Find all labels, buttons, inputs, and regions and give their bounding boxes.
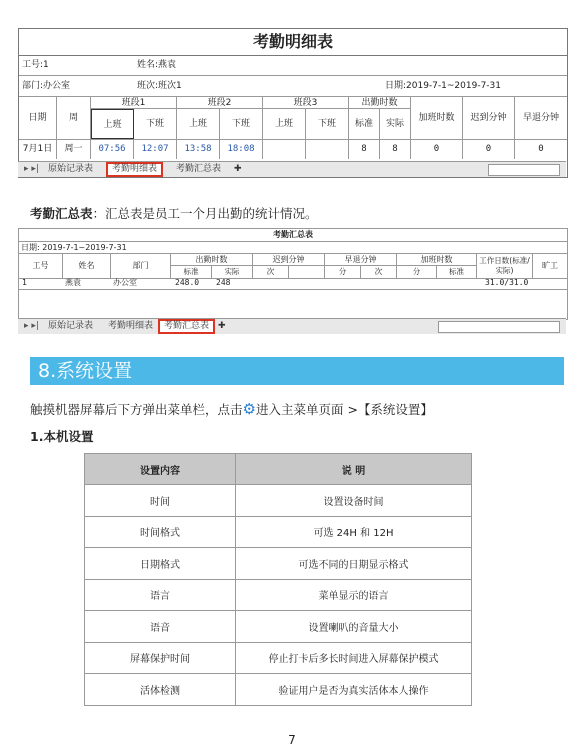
s2-sub-std: 标准 [171, 266, 212, 278]
col-on2: 上班 [177, 109, 220, 139]
caption-text: ：汇总表是员工一个月出勤的统计情况。 [92, 206, 318, 221]
sheet2-title: 考勤汇总表 [19, 229, 567, 242]
cell-early: 0 [538, 144, 544, 154]
s2-cell-actual: 248 [216, 278, 231, 287]
page-number: 7 [288, 733, 296, 747]
tab-detail[interactable]: 考勤明细表 [106, 162, 163, 177]
table-row [85, 579, 472, 611]
s2-cell-std: 248.0 [175, 278, 200, 287]
cell-late: 0 [463, 139, 515, 159]
para-after: 进入主菜单页面 >【系统设置】 [255, 402, 433, 417]
col-seg3: 班段3 [263, 97, 349, 109]
attendance-detail-sheet [18, 28, 568, 178]
cell-off2: 18:08 [220, 139, 263, 159]
summary-caption [30, 204, 318, 222]
s2-cell-workdays: 31.0/31.0 [485, 278, 529, 287]
col-seg2: 班段2 [177, 97, 263, 109]
col-seg1: 班段1 [91, 97, 177, 109]
s2-col-workdays: 工作日数(标准/实际) [477, 254, 533, 278]
s2-col-late: 迟到分钟 [253, 254, 325, 266]
col-on3: 上班 [263, 109, 306, 139]
setting-desc: 菜单显示的语言 [236, 579, 472, 611]
setting-name: 语言 [85, 579, 236, 611]
cell-off3 [306, 139, 349, 159]
s2-table-row [19, 277, 567, 290]
s2-col-early: 早退分钟 [325, 254, 397, 266]
col-late: 迟到分钟 [463, 97, 515, 139]
attendance-summary-sheet [18, 228, 568, 320]
para-before: 触摸机器屏幕后下方弹出菜单栏，点击 [30, 402, 243, 417]
setting-desc: 设置设备时间 [236, 485, 472, 517]
setting-desc: 可选 24H 和 12H [236, 516, 472, 548]
cell-overtime: 0 [411, 139, 463, 159]
horizontal-scrollbar[interactable] [488, 164, 560, 176]
tab-summary[interactable]: 考勤汇总表 [176, 164, 222, 174]
col-actual: 实际 [380, 109, 411, 139]
cell-week: 周一 [57, 139, 91, 159]
col-early: 早退分钟 [522, 113, 559, 123]
s2-cell-name: 燕袁 [65, 278, 81, 287]
shift: 班次:班次1 [137, 81, 182, 91]
s2-sub-early-times: 次 [361, 266, 397, 278]
cell-off1: 12:07 [134, 139, 177, 159]
setting-name: 时间 [85, 485, 236, 517]
s2-cell-emp-no: 1 [22, 278, 28, 287]
setting-name: 屏幕保护时间 [85, 642, 236, 674]
col-off3: 下班 [306, 109, 349, 139]
table-row [85, 548, 472, 580]
setting-name: 语音 [85, 611, 236, 643]
s2-sub-ot-std: 标准 [437, 266, 477, 278]
s2-sub-actual: 实际 [212, 266, 253, 278]
emp-row [19, 55, 567, 76]
cell-date: 7月1日 [19, 139, 57, 159]
s2-col-absent: 旷工 [542, 261, 558, 270]
s2-col-dept: 部门 [111, 254, 171, 278]
sheet2-header [19, 253, 567, 279]
table-row [85, 485, 472, 517]
s2-col-attendance: 出勤时数 [171, 254, 253, 266]
cell-on3 [263, 139, 306, 159]
section-title: 8.系统设置 [38, 360, 133, 382]
setting-desc: 验证用户是否为真实活体本人操作 [236, 674, 472, 706]
s2-cell-dept: 办公室 [113, 278, 137, 287]
s2-sub-late-times: 次 [253, 266, 289, 278]
col-std: 标准 [349, 109, 380, 139]
tab-raw-records[interactable]: 原始记录表 [48, 164, 94, 174]
new-sheet-icon[interactable]: ✚ [234, 164, 242, 174]
col-date: 日期 [19, 97, 57, 139]
table-row [85, 674, 472, 706]
dept: 部门:办公室 [22, 81, 71, 91]
new-sheet-icon[interactable]: ✚ [218, 321, 226, 331]
horizontal-scrollbar[interactable] [438, 321, 560, 333]
settings-col-content: 设置内容 [85, 454, 236, 485]
subheading: 1.本机设置 [30, 429, 94, 444]
tab-detail[interactable]: 考勤明细表 [108, 321, 154, 331]
date-range: 日期:2019-7-1~2019-7-31 [385, 81, 502, 91]
table-row [85, 642, 472, 674]
cell-std: 8 [349, 139, 380, 159]
nav-arrows-icon[interactable]: ▸ ▸| [24, 164, 39, 174]
col-overtime: 加班时数 [411, 97, 463, 139]
s2-sub-early-min: 分 [325, 266, 361, 278]
col-on1: 上班 [91, 109, 134, 139]
sheet-title: 考勤明细表 [19, 29, 567, 56]
nav-arrows-icon[interactable]: ▸ ▸| [24, 321, 39, 331]
tab-raw-records[interactable]: 原始记录表 [48, 321, 94, 331]
table-row [19, 139, 567, 159]
setting-desc: 停止打卡后多长时间进入屏幕保护模式 [236, 642, 472, 674]
dept-row [19, 76, 567, 97]
setting-name: 时间格式 [85, 516, 236, 548]
s2-col-overtime: 加班时数 [397, 254, 477, 266]
col-work-hours: 出勤时数 [349, 97, 411, 109]
s2-sub-ot-min: 分 [397, 266, 437, 278]
setting-desc: 设置喇叭的音量大小 [236, 611, 472, 643]
setting-name: 日期格式 [85, 548, 236, 580]
emp-name: 姓名:燕袁 [137, 60, 177, 70]
instruction-paragraph [30, 400, 433, 418]
gear-icon: ⚙ [242, 400, 256, 418]
settings-table [84, 453, 472, 706]
caption-bold: 考勤汇总表 [30, 206, 93, 221]
table-header [19, 97, 567, 140]
tab-summary[interactable]: 考勤汇总表 [158, 319, 215, 334]
sheet2-tabbar [18, 318, 566, 334]
emp-no: 工号:1 [22, 60, 49, 70]
section-header [30, 357, 564, 385]
table-row [85, 611, 472, 643]
s2-col-name: 姓名 [63, 254, 111, 278]
col-off2: 下班 [220, 109, 263, 139]
settings-col-desc: 说 明 [236, 454, 472, 485]
cell-on2: 13:58 [177, 139, 220, 159]
cell-actual: 8 [380, 139, 411, 159]
sheet-tabbar [18, 161, 566, 177]
s2-col-emp-no: 工号 [19, 254, 63, 278]
table-row [85, 516, 472, 548]
cell-on1: 07:56 [91, 139, 134, 159]
sheet2-date: 日期: 2019-7-1~2019-7-31 [21, 243, 127, 252]
col-week: 周 [57, 97, 91, 139]
setting-name: 活体检测 [85, 674, 236, 706]
setting-desc: 可选不同的日期显示格式 [236, 548, 472, 580]
col-off1: 下班 [134, 109, 177, 139]
